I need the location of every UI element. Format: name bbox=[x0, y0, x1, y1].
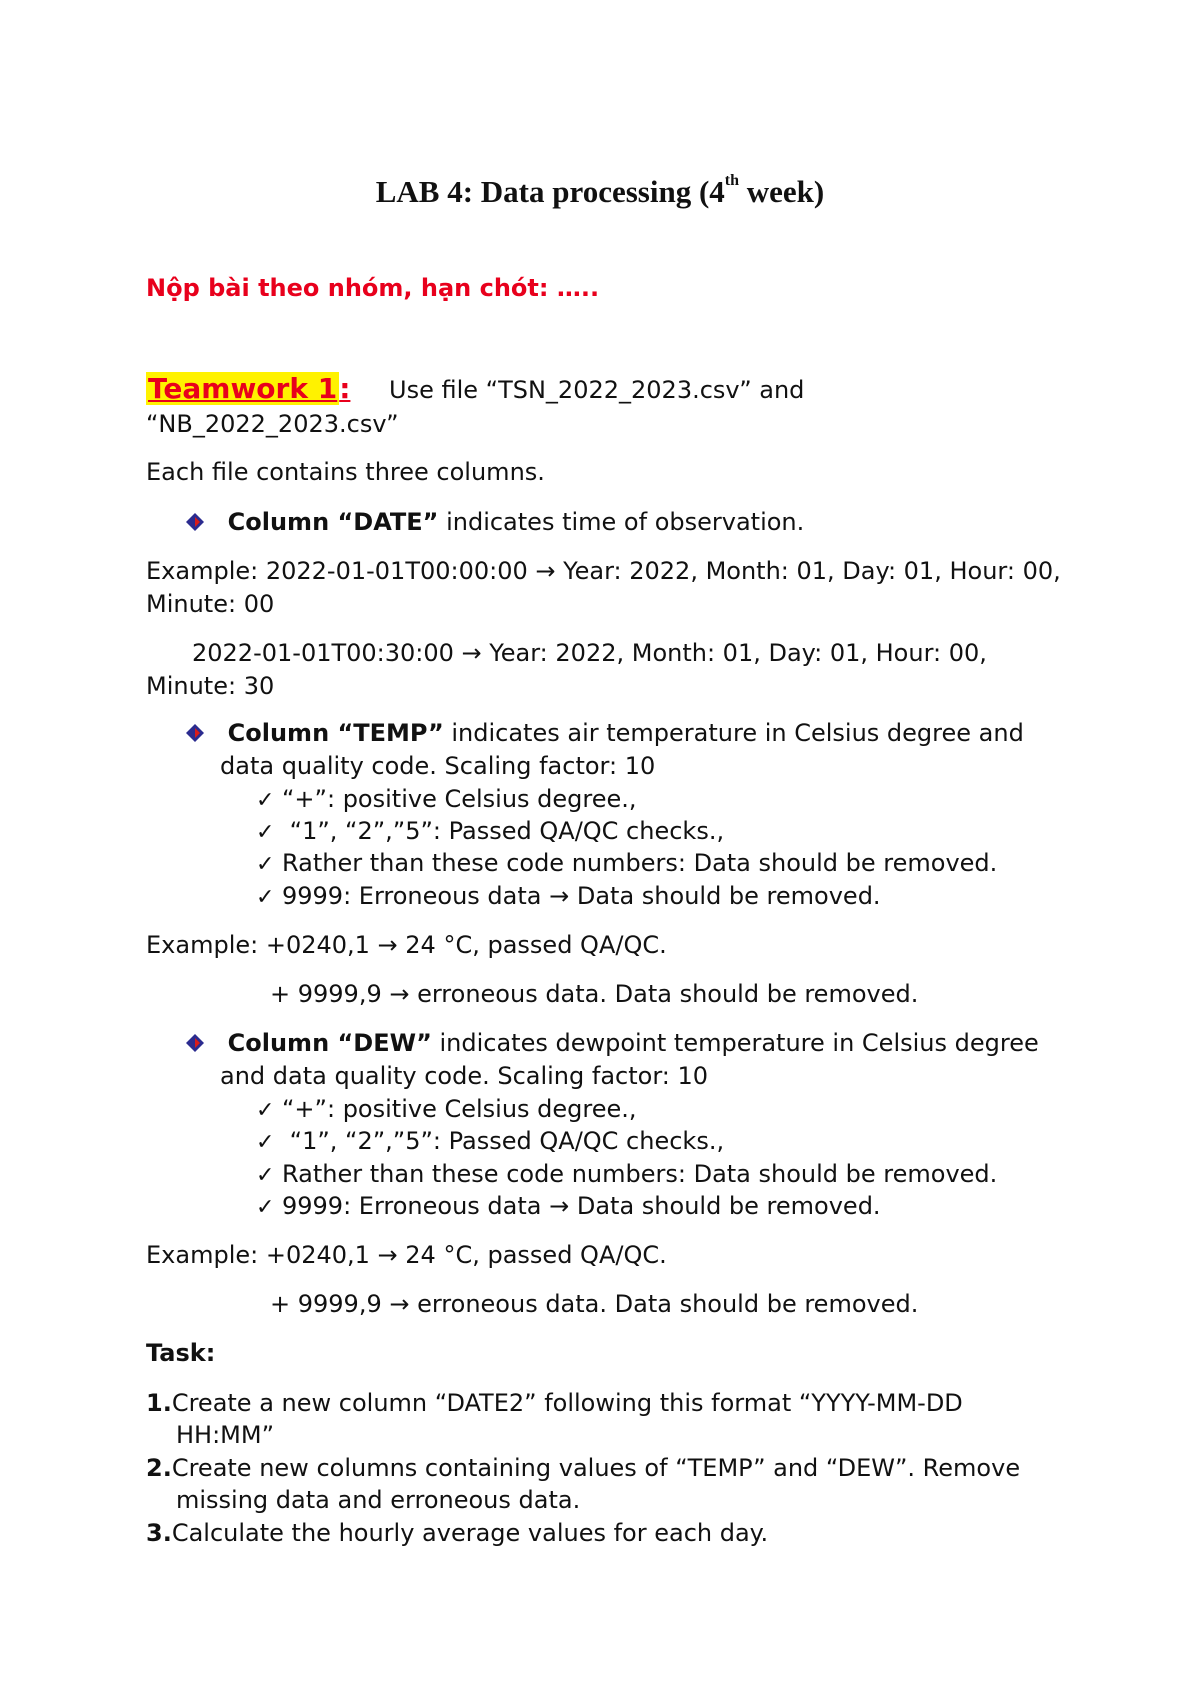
checkmark-icon: ✓ bbox=[256, 1130, 275, 1155]
checkmark-icon: ✓ bbox=[256, 820, 275, 845]
dew-check-item: ✓ “1”, “2”,”5”: Passed QA/QC checks., bbox=[256, 1127, 725, 1155]
checkmark-icon: ✓ bbox=[256, 852, 275, 877]
teamwork-label: Teamwork 1 bbox=[148, 372, 338, 405]
date-example2-line1: 2022-01-01T00:30:00 → Year: 2022, Month: 01, Day: 01, Hour: 00, bbox=[192, 639, 987, 667]
dew-example1: Example: +0240,1 → 24 °C, passed QA/QC. bbox=[146, 1241, 667, 1269]
dew-column-item: Column “DEW” indicates dewpoint temperature in Celsius degree bbox=[184, 1029, 1039, 1057]
dew-desc-line2: and data quality code. Scaling factor: 10 bbox=[220, 1062, 709, 1090]
temp-check-item: ✓ “1”, “2”,”5”: Passed QA/QC checks., bbox=[256, 817, 725, 845]
page-title: LAB 4: Data processing (4th week) bbox=[375, 172, 825, 209]
teamwork-heading: Teamwork 1: bbox=[148, 372, 351, 405]
dew-check-item: ✓ “+”: positive Celsius degree., bbox=[256, 1095, 637, 1123]
date-example1-line2: Minute: 00 bbox=[146, 590, 275, 618]
diamond-arrow-bullet-icon bbox=[184, 1032, 206, 1054]
task-item-continued: missing data and erroneous data. bbox=[176, 1486, 581, 1514]
file-description: Each file contains three columns. bbox=[146, 458, 545, 486]
checkmark-icon: ✓ bbox=[256, 1098, 275, 1123]
date-example1-line1: Example: 2022-01-01T00:00:00 → Year: 2022, Month: 01, Day: 01, Hour: 00, bbox=[146, 557, 1061, 585]
teamwork-intro-line2: “NB_2022_2023.csv” bbox=[146, 410, 399, 438]
dew-check-item: ✓ Rather than these code numbers: Data should be removed. bbox=[256, 1160, 998, 1188]
checkmark-icon: ✓ bbox=[256, 1195, 275, 1220]
checkmark-icon: ✓ bbox=[256, 1163, 275, 1188]
temp-desc-line2: data quality code. Scaling factor: 10 bbox=[220, 752, 656, 780]
temp-example2: + 9999,9 → erroneous data. Data should be removed. bbox=[270, 980, 919, 1008]
task-item: 2.Create new columns containing values of “TEMP” and “DEW”. Remove bbox=[146, 1454, 1021, 1482]
task-item-continued: HH:MM” bbox=[176, 1421, 275, 1449]
temp-column-item: Column “TEMP” indicates air temperature in Celsius degree and bbox=[184, 719, 1024, 747]
date-column-item: Column “DATE” indicates time of observation. bbox=[184, 508, 804, 536]
checkmark-icon: ✓ bbox=[256, 788, 275, 813]
temp-check-item: ✓ Rather than these code numbers: Data should be removed. bbox=[256, 849, 998, 877]
dew-check-item: ✓ 9999: Erroneous data → Data should be removed. bbox=[256, 1192, 881, 1220]
diamond-arrow-bullet-icon bbox=[184, 722, 206, 744]
checkmark-icon: ✓ bbox=[256, 885, 275, 910]
teamwork-intro-line1: Use file “TSN_2022_2023.csv” and bbox=[389, 376, 805, 404]
temp-check-item: ✓ 9999: Erroneous data → Data should be removed. bbox=[256, 882, 881, 910]
dew-example2: + 9999,9 → erroneous data. Data should be removed. bbox=[270, 1290, 919, 1318]
temp-check-item: ✓ “+”: positive Celsius degree., bbox=[256, 785, 637, 813]
temp-example1: Example: +0240,1 → 24 °C, passed QA/QC. bbox=[146, 931, 667, 959]
task-heading: Task: bbox=[146, 1339, 216, 1367]
deadline-text: Nộp bài theo nhóm, hạn chót: ….. bbox=[146, 274, 600, 302]
task-item: 3.Calculate the hourly average values for each day. bbox=[146, 1519, 769, 1547]
diamond-arrow-bullet-icon bbox=[184, 511, 206, 533]
date-example2-line2: Minute: 30 bbox=[146, 672, 275, 700]
task-item: 1.Create a new column “DATE2” following this format “YYYY-MM-DD bbox=[146, 1389, 963, 1417]
